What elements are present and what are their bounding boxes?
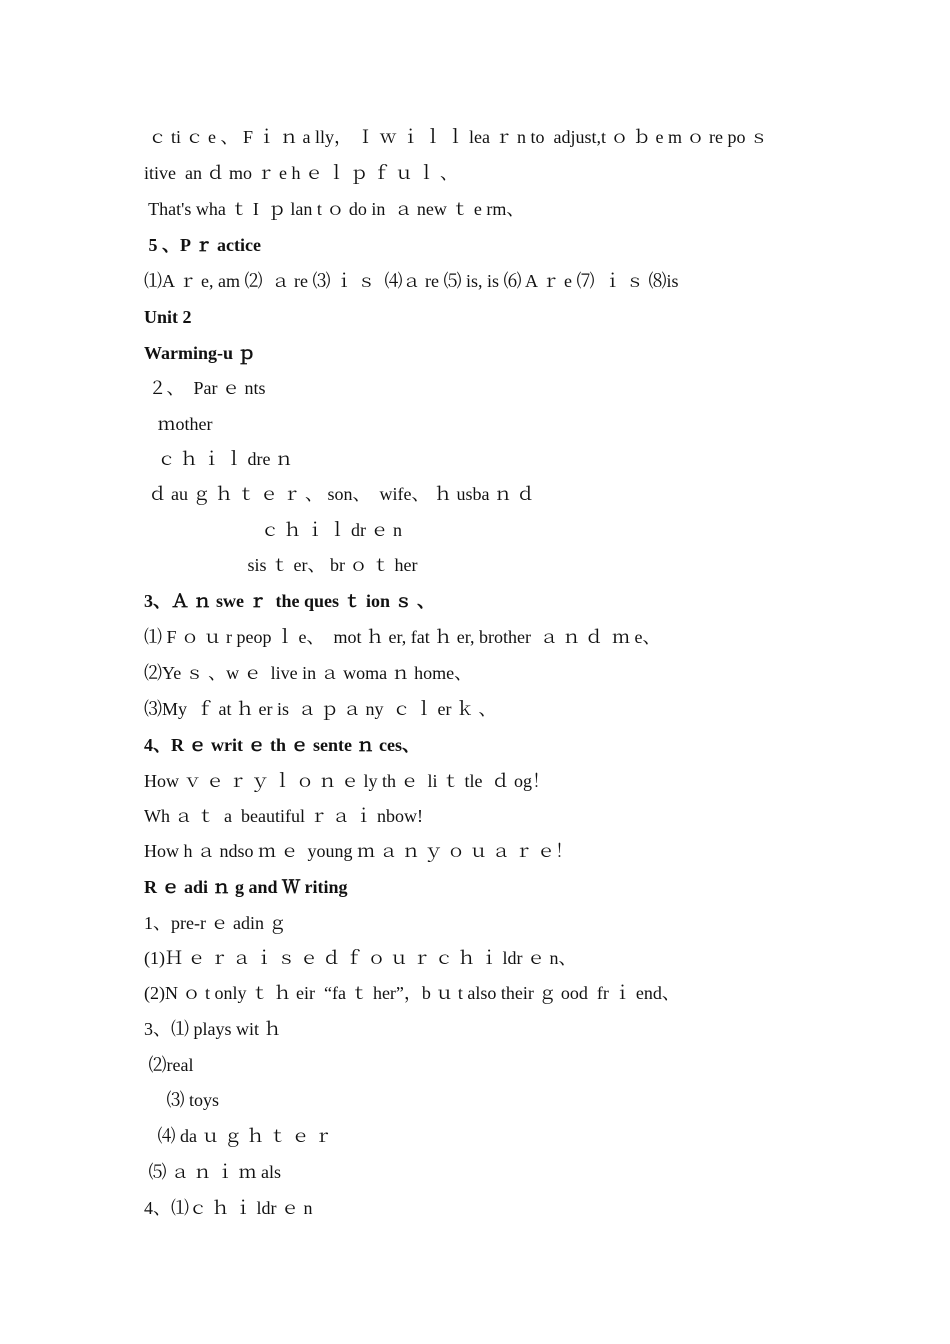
section-heading: 5 、P ｒ actice: [144, 235, 261, 255]
section-heading: 3、Ａ ｎ swe ｒ the ques ｔ ion ｓ 、: [144, 591, 436, 611]
text-line: ｍother: [144, 414, 213, 434]
text-line: 4、⑴ｃ ｈ ｉ ldr ｅ n: [144, 1198, 313, 1218]
text-line: ⑸ ａ ｎ ｉ ｍ als: [144, 1162, 281, 1182]
section-heading: Warming-u ｐ: [144, 343, 256, 363]
text-line: ⑵Ye ｓ 、w ｅ live in ａ woma ｎ home、: [144, 663, 473, 683]
text-line: 1、pre-r ｅ adin ｇ: [144, 913, 287, 933]
text-line: ⑶ toys: [144, 1090, 220, 1110]
text-line: ⑶My ｆ at ｈ er is ａ ｐ ａ ny ｃ ｌ er ｋ 、: [144, 699, 497, 719]
text-line: How ｖ ｅ ｒ ｙ ｌ ｏ ｎ ｅ ly th ｅ li ｔ tle ｄ og！: [144, 771, 550, 791]
text-line: Wh ａ ｔ a beautiful ｒ ａ ｉ nbow!: [144, 806, 423, 826]
text-line: That's wha ｔ I ｐ lan t ｏ do in ａ new ｔ e rm、: [144, 199, 525, 219]
text-line: itive an ｄ mo ｒ e h ｅ ｌ ｐ ｆ ｕ ｌ 、: [144, 163, 458, 183]
text-line: ｃ ｈ ｉ ｌ dre ｎ: [144, 449, 293, 469]
text-line: (1)Ｈ ｅ ｒ ａ ｉ ｓ ｅ ｄ ｆ ｏ ｕ ｒ ｃ ｈ ｉ ldr ｅ n、: [144, 948, 577, 968]
text-line: ｄ au ｇ ｈ ｔ ｅ ｒ 、 son、 wife、 ｈ usba ｎ ｄ: [144, 484, 535, 504]
text-line: ｃ ti ｃ e 、 F ｉ ｎ a lly， Ｉ ｗ ｉ ｌ ｌ lea ｒ n to adjust,t ｏ ｂ e m ｏ re po ｓ: [144, 127, 768, 147]
text-line: 3、⑴ plays wit ｈ: [144, 1019, 282, 1039]
text-line: sis ｔ er、 br ｏ ｔ her: [144, 555, 418, 575]
text-line: (2)N ｏ t only ｔ ｈ eir “fa ｔ her”，b ｕ t also their ｇ ood fr ｉ end、: [144, 983, 680, 1003]
section-heading: Unit 2: [144, 307, 192, 327]
text-line: ２、 Par ｅ nts: [144, 378, 266, 398]
section-heading: R ｅ adi ｎ g and Ｗ riting: [144, 877, 348, 897]
section-heading: 4、R ｅ writ ｅ th ｅ sente ｎ ces、: [144, 735, 420, 755]
text-line: ⑷ da ｕ ｇ ｈ ｔ ｅ ｒ: [144, 1126, 332, 1146]
text-line: ⑴ F ｏ ｕ r peop ｌ e、 mot ｈ er, fat ｈ er, brother ａ ｎ ｄ ｍ e、: [144, 627, 661, 647]
text-line: ⑵real: [144, 1055, 194, 1075]
text-line: ｃ ｈ ｉ ｌ dr ｅ n: [144, 520, 402, 540]
text-line: ⑴A ｒ e, am ⑵ ａ re ⑶ ｉ ｓ ⑷ａ re ⑸ is, is ⑹ A ｒ e ⑺ ｉ ｓ ⑻is: [144, 271, 679, 291]
text-line: How h ａ ndso ｍ ｅ young ｍ ａ ｎ ｙ ｏ ｕ ａ ｒ ｅ！: [144, 841, 574, 861]
